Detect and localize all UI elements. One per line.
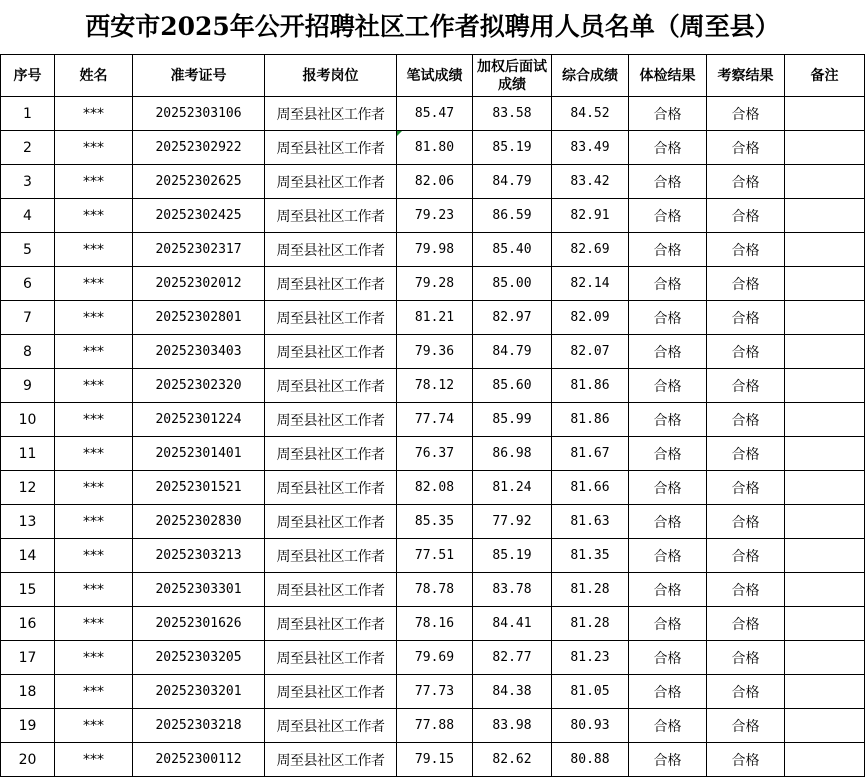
cell-inspection-result: 合格 (707, 539, 785, 573)
cell-ticket-number: 20252302830 (133, 505, 265, 539)
cell-inspection-result: 合格 (707, 267, 785, 301)
cell-name: *** (55, 199, 133, 233)
header-seq: 序号 (1, 55, 55, 97)
cell-written-score: 82.08 (397, 471, 473, 505)
cell-seq: 12 (1, 471, 55, 505)
table-row (1, 505, 865, 539)
cell-ticket-number: 20252303301 (133, 573, 265, 607)
cell-interview-score: 81.24 (473, 471, 552, 505)
cell-written-score: 79.98 (397, 233, 473, 267)
cell-seq: 15 (1, 573, 55, 607)
cell-medical-result: 合格 (629, 709, 707, 743)
cell-remarks (785, 403, 865, 437)
cell-medical-result: 合格 (629, 573, 707, 607)
table-row (1, 607, 865, 641)
cell-ticket-number: 20252303201 (133, 675, 265, 709)
cell-total-score: 81.66 (552, 471, 629, 505)
header-name: 姓名 (55, 55, 133, 97)
cell-inspection-result: 合格 (707, 437, 785, 471)
cell-ticket-number: 20252301626 (133, 607, 265, 641)
cell-remarks (785, 471, 865, 505)
cell-remarks (785, 709, 865, 743)
cell-inspection-result: 合格 (707, 301, 785, 335)
cell-written-score: 77.88 (397, 709, 473, 743)
table-row (1, 437, 865, 471)
cell-written-score: 79.15 (397, 743, 473, 777)
cell-remarks (785, 505, 865, 539)
cell-ticket-number: 20252302801 (133, 301, 265, 335)
cell-interview-score: 82.62 (473, 743, 552, 777)
cell-seq: 3 (1, 165, 55, 199)
table-row (1, 641, 865, 675)
cell-medical-result: 合格 (629, 335, 707, 369)
cell-total-score: 81.28 (552, 573, 629, 607)
cell-remarks (785, 131, 865, 165)
cell-interview-score: 83.78 (473, 573, 552, 607)
cell-total-score: 80.88 (552, 743, 629, 777)
cell-total-score: 82.09 (552, 301, 629, 335)
cell-interview-score: 82.97 (473, 301, 552, 335)
cell-remarks (785, 165, 865, 199)
cell-ticket-number: 20252303218 (133, 709, 265, 743)
table-row (1, 97, 865, 131)
cell-ticket-number: 20252301521 (133, 471, 265, 505)
cell-remarks (785, 539, 865, 573)
cell-written-score: 79.23 (397, 199, 473, 233)
cell-total-score: 81.23 (552, 641, 629, 675)
cell-inspection-result: 合格 (707, 471, 785, 505)
cell-position: 周至县社区工作者 (265, 335, 397, 369)
cell-inspection-result: 合格 (707, 505, 785, 539)
header-remarks: 备注 (785, 55, 865, 97)
cell-name: *** (55, 165, 133, 199)
cell-ticket-number: 20252300112 (133, 743, 265, 777)
cell-seq: 14 (1, 539, 55, 573)
cell-total-score: 82.91 (552, 199, 629, 233)
cell-interview-score: 85.60 (473, 369, 552, 403)
cell-name: *** (55, 675, 133, 709)
cell-position: 周至县社区工作者 (265, 199, 397, 233)
cell-written-score: 79.28 (397, 267, 473, 301)
cell-inspection-result: 合格 (707, 709, 785, 743)
cell-interview-score: 83.58 (473, 97, 552, 131)
cell-inspection-result: 合格 (707, 641, 785, 675)
cell-total-score: 81.28 (552, 607, 629, 641)
table-row (1, 233, 865, 267)
cell-written-score: 76.37 (397, 437, 473, 471)
cell-position: 周至县社区工作者 (265, 607, 397, 641)
cell-position: 周至县社区工作者 (265, 97, 397, 131)
cell-medical-result: 合格 (629, 641, 707, 675)
cell-position: 周至县社区工作者 (265, 641, 397, 675)
cell-interview-score: 85.99 (473, 403, 552, 437)
cell-position: 周至县社区工作者 (265, 301, 397, 335)
cell-ticket-number: 20252302012 (133, 267, 265, 301)
cell-total-score: 81.67 (552, 437, 629, 471)
cell-total-score: 82.14 (552, 267, 629, 301)
cell-seq: 17 (1, 641, 55, 675)
table-row (1, 131, 865, 165)
cell-seq: 16 (1, 607, 55, 641)
cell-name: *** (55, 403, 133, 437)
cell-seq: 13 (1, 505, 55, 539)
cell-interview-score: 86.59 (473, 199, 552, 233)
cell-medical-result: 合格 (629, 233, 707, 267)
cell-position: 周至县社区工作者 (265, 539, 397, 573)
cell-seq: 4 (1, 199, 55, 233)
cell-medical-result: 合格 (629, 301, 707, 335)
cell-inspection-result: 合格 (707, 165, 785, 199)
cell-remarks (785, 607, 865, 641)
cell-seq: 20 (1, 743, 55, 777)
cell-remarks (785, 641, 865, 675)
cell-seq: 6 (1, 267, 55, 301)
cell-interview-score: 85.19 (473, 539, 552, 573)
cell-written-score: 78.16 (397, 607, 473, 641)
cell-name: *** (55, 709, 133, 743)
cell-ticket-number: 20252303403 (133, 335, 265, 369)
table-row (1, 403, 865, 437)
cell-position: 周至县社区工作者 (265, 505, 397, 539)
cell-seq: 18 (1, 675, 55, 709)
cell-medical-result: 合格 (629, 97, 707, 131)
table-row (1, 199, 865, 233)
header-ticket-number: 准考证号 (133, 55, 265, 97)
cell-total-score: 81.05 (552, 675, 629, 709)
cell-remarks (785, 199, 865, 233)
cell-total-score: 82.69 (552, 233, 629, 267)
header-position: 报考岗位 (265, 55, 397, 97)
cell-interview-score: 84.41 (473, 607, 552, 641)
cell-medical-result: 合格 (629, 403, 707, 437)
cell-name: *** (55, 233, 133, 267)
cell-name: *** (55, 97, 133, 131)
cell-name: *** (55, 335, 133, 369)
cell-total-score: 83.42 (552, 165, 629, 199)
cell-written-score: 82.06 (397, 165, 473, 199)
cell-interview-score: 82.77 (473, 641, 552, 675)
cell-remarks (785, 233, 865, 267)
cell-seq: 11 (1, 437, 55, 471)
cell-position: 周至县社区工作者 (265, 675, 397, 709)
cell-seq: 10 (1, 403, 55, 437)
cell-remarks (785, 743, 865, 777)
cell-name: *** (55, 301, 133, 335)
table-row (1, 301, 865, 335)
cell-written-score: 77.51 (397, 539, 473, 573)
cell-name: *** (55, 641, 133, 675)
cell-inspection-result: 合格 (707, 403, 785, 437)
table-row (1, 743, 865, 777)
cell-position: 周至县社区工作者 (265, 471, 397, 505)
cell-interview-score: 84.79 (473, 335, 552, 369)
cell-written-score: 77.73 (397, 675, 473, 709)
cell-position: 周至县社区工作者 (265, 403, 397, 437)
cell-interview-score: 85.40 (473, 233, 552, 267)
cell-interview-score: 83.98 (473, 709, 552, 743)
cell-written-score: 79.69 (397, 641, 473, 675)
cell-name: *** (55, 471, 133, 505)
cell-total-score: 80.93 (552, 709, 629, 743)
cell-ticket-number: 20252303106 (133, 97, 265, 131)
cell-remarks (785, 97, 865, 131)
header-written-score: 笔试成绩 (397, 55, 473, 97)
cell-written-score: 78.78 (397, 573, 473, 607)
cell-total-score: 81.35 (552, 539, 629, 573)
cell-name: *** (55, 743, 133, 777)
cell-remarks (785, 335, 865, 369)
table-body (1, 97, 865, 777)
cell-remarks (785, 301, 865, 335)
cell-name: *** (55, 573, 133, 607)
header-medical-result: 体检结果 (629, 55, 707, 97)
cell-total-score: 81.86 (552, 369, 629, 403)
cell-written-score: 81.21 (397, 301, 473, 335)
cell-medical-result: 合格 (629, 369, 707, 403)
cell-name: *** (55, 267, 133, 301)
cell-interview-score: 84.79 (473, 165, 552, 199)
cell-medical-result: 合格 (629, 131, 707, 165)
cell-total-score: 81.63 (552, 505, 629, 539)
cell-inspection-result: 合格 (707, 607, 785, 641)
cell-medical-result: 合格 (629, 267, 707, 301)
cell-medical-result: 合格 (629, 675, 707, 709)
table-row (1, 709, 865, 743)
cell-inspection-result: 合格 (707, 131, 785, 165)
cell-seq: 5 (1, 233, 55, 267)
cell-total-score: 82.07 (552, 335, 629, 369)
cell-medical-result: 合格 (629, 199, 707, 233)
cell-total-score: 81.86 (552, 403, 629, 437)
cell-medical-result: 合格 (629, 607, 707, 641)
cell-written-score: 79.36 (397, 335, 473, 369)
cell-interview-score: 84.38 (473, 675, 552, 709)
cell-seq: 2 (1, 131, 55, 165)
cell-seq: 19 (1, 709, 55, 743)
cell-written-score: 81.80 (397, 131, 473, 165)
cell-total-score: 84.52 (552, 97, 629, 131)
cell-written-score: 85.35 (397, 505, 473, 539)
header-interview-score: 加权后面试成绩 (473, 55, 552, 97)
cell-inspection-result: 合格 (707, 233, 785, 267)
table-row (1, 165, 865, 199)
cell-written-score: 85.47 (397, 97, 473, 131)
table-row (1, 267, 865, 301)
cell-ticket-number: 20252303205 (133, 641, 265, 675)
cell-name: *** (55, 437, 133, 471)
cell-medical-result: 合格 (629, 743, 707, 777)
cell-position: 周至县社区工作者 (265, 709, 397, 743)
cell-ticket-number: 20252301401 (133, 437, 265, 471)
cell-name: *** (55, 369, 133, 403)
cell-interview-score: 77.92 (473, 505, 552, 539)
cell-position: 周至县社区工作者 (265, 743, 397, 777)
cell-ticket-number: 20252302425 (133, 199, 265, 233)
cell-ticket-number: 20252302625 (133, 165, 265, 199)
cell-inspection-result: 合格 (707, 369, 785, 403)
cell-position: 周至县社区工作者 (265, 573, 397, 607)
header-total-score: 综合成绩 (552, 55, 629, 97)
cell-written-score: 78.12 (397, 369, 473, 403)
cell-remarks (785, 267, 865, 301)
cell-name: *** (55, 539, 133, 573)
cell-seq: 9 (1, 369, 55, 403)
table-row (1, 471, 865, 505)
cell-ticket-number: 20252303213 (133, 539, 265, 573)
cell-medical-result: 合格 (629, 505, 707, 539)
cell-medical-result: 合格 (629, 165, 707, 199)
cell-inspection-result: 合格 (707, 743, 785, 777)
header-inspection-result: 考察结果 (707, 55, 785, 97)
cell-name: *** (55, 607, 133, 641)
cell-seq: 8 (1, 335, 55, 369)
cell-seq: 1 (1, 97, 55, 131)
cell-medical-result: 合格 (629, 437, 707, 471)
table-row (1, 335, 865, 369)
cell-position: 周至县社区工作者 (265, 267, 397, 301)
cell-position: 周至县社区工作者 (265, 233, 397, 267)
cell-name: *** (55, 131, 133, 165)
cell-remarks (785, 573, 865, 607)
cell-inspection-result: 合格 (707, 573, 785, 607)
cell-medical-result: 合格 (629, 539, 707, 573)
cell-ticket-number: 20252302320 (133, 369, 265, 403)
cell-position: 周至县社区工作者 (265, 131, 397, 165)
table-row (1, 539, 865, 573)
cell-written-score: 77.74 (397, 403, 473, 437)
cell-ticket-number: 20252302317 (133, 233, 265, 267)
cell-inspection-result: 合格 (707, 335, 785, 369)
cell-position: 周至县社区工作者 (265, 369, 397, 403)
cell-inspection-result: 合格 (707, 675, 785, 709)
table-row (1, 573, 865, 607)
cell-inspection-result: 合格 (707, 97, 785, 131)
cell-medical-result: 合格 (629, 471, 707, 505)
table-row (1, 369, 865, 403)
cell-interview-score: 86.98 (473, 437, 552, 471)
results-table (0, 54, 865, 777)
cell-remarks (785, 437, 865, 471)
cell-inspection-result: 合格 (707, 199, 785, 233)
cell-position: 周至县社区工作者 (265, 165, 397, 199)
cell-remarks (785, 369, 865, 403)
cell-total-score: 83.49 (552, 131, 629, 165)
cell-name: *** (55, 505, 133, 539)
page-title: 西安市2025年公开招聘社区工作者拟聘用人员名单（周至县） (85, 12, 780, 41)
cell-position: 周至县社区工作者 (265, 437, 397, 471)
cell-seq: 7 (1, 301, 55, 335)
cell-remarks (785, 675, 865, 709)
cell-interview-score: 85.19 (473, 131, 552, 165)
cell-interview-score: 85.00 (473, 267, 552, 301)
table-header-row (1, 55, 865, 97)
cell-ticket-number: 20252301224 (133, 403, 265, 437)
cell-ticket-number: 20252302922 (133, 131, 265, 165)
table-row (1, 675, 865, 709)
